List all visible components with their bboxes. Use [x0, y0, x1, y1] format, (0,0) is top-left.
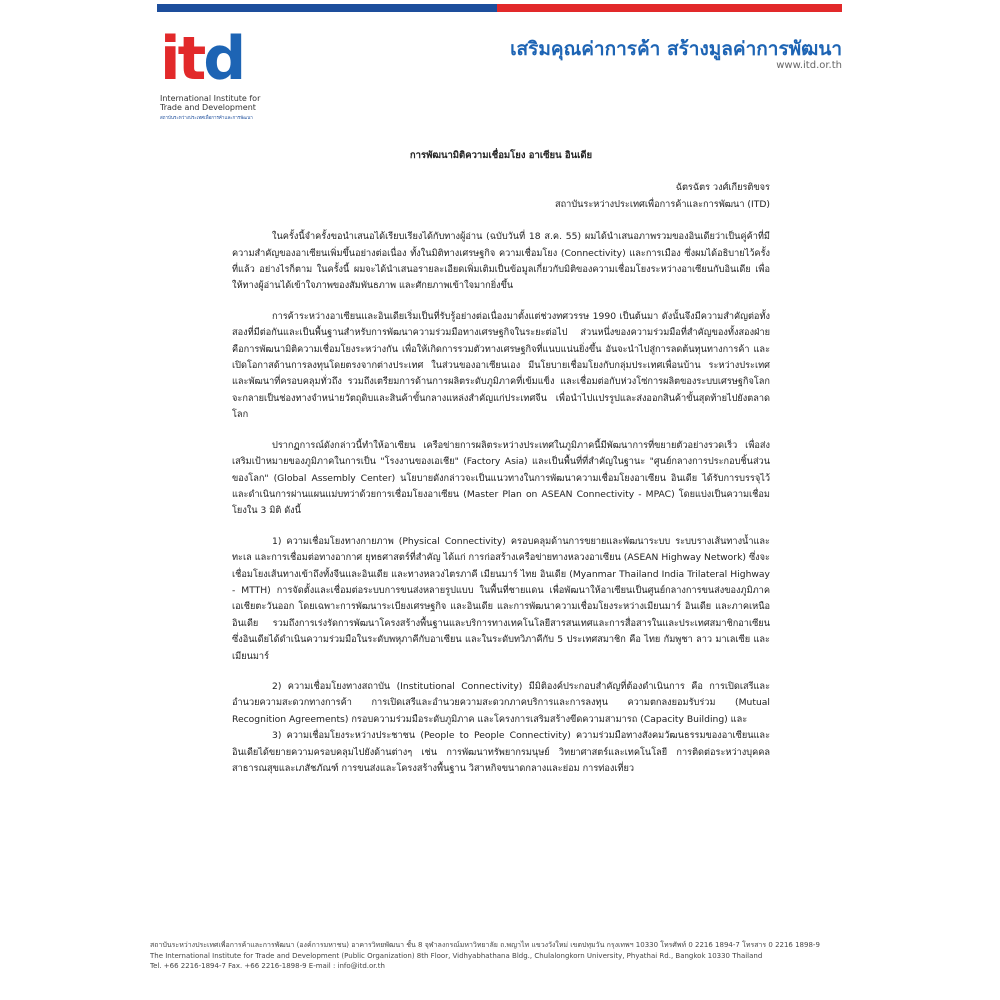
document-organization: สถาบันระหว่างประเทศเพื่อการค้าและการพัฒนา (ITD)	[554, 198, 770, 210]
logo-subtitle: International Institute for Trade and Development	[160, 94, 261, 112]
footer-address-english: The International Institute for Trade and Development (Public Organization) 8th Floor, Vidhyabhathana Bldg., Chulalongkorn University, Phyathai Rd., Bangkok 10330 Thailand	[150, 951, 763, 960]
paragraph: 1) ความเชื่อมโยงทางกายภาพ (Physical Connectivity) ครอบคลุมด้านการขยายและพัฒนาระบบ ระบบรางเส้นทางน้ำและทะเล และการเชื่อมต่อทางอากาศ ยุทธศาสตร์ที่สำคัญ ได้แก่ การก่อสร้างเครือข่ายทางหลวงอาเซียน (ASEAN Highway Network) ซึ่งจะเชื่อมโยงเส้นทางเข้าถึงทั้งจีนและอินเดีย และทางหลวงไตรภาคี เมียนมาร์ ไทย อินเดีย (Myanmar Thailand India Trilateral Highway - MTTH) การจัดตั้งและเชื่อมต่อระบบการขนส่งหลายรูปแบบ ในพื้นที่ชายแดน เพื่อพัฒนาให้อาเซียนเป็นศูนย์กลางการขนส่งของภูมิภาคเอเชียตะวันออก โดยเฉพาะการพัฒนาระเบียงเศรษฐกิจ และอินเดีย และการพัฒนาความเชื่อมโยงระหว่างเมียนมาร์ อินเดีย และภาคเหนือ อินเดีย รวมถึงการเร่งรัดการพัฒนาโครงสร้างพื้นฐานและบริการทางเทคโนโลยีสารสนเทศและการสื่อสารในและประเทศสมาชิกอาเซียน ซึ่งอินเดียได้ดำเนินความร่วมมือในระดับพหุภาคีกับอาเซียน และในระดับทวิภาคีกับ 5 ประเทศสมาชิก คือ ไทย กัมพูชา ลาว มาเลเซีย และเมียนมาร์	[232, 535, 770, 662]
paragraph: ในครั้งนี้จำครั้งขอนำเสนอได้เรียบเรียงได้กับทางผู้อ่าน (ฉบับวันที่ 18 ส.ค. 55) ผมได้นำเสนอภาพรวมของอินเดียว่าเป็นคู่ค้าที่มีความสำคัญของอาเซียนเพิ่มขึ้นอย่างต่อเนื่อง ทั้งในมิติทางเศรษฐกิจ ความเชื่อมโยง (Connectivity) และการเมือง ซึ่งผมได้อธิบายไว้ครั้งที่แล้ว อย่างไรก็ตาม ในครั้งนี้ ผมจะได้นำเสนอรายละเอียดเพิ่มเติมเป็นข้อมูลเกี่ยวกับมิติของความเชื่อมโยงระหว่างอาเซียนกับอินเดีย เพื่อให้ทางผู้อ่านได้เข้าใจภาพของสัมพันธภาพ และศักยภาพเข้าใจมากยิ่งขึ้น	[232, 231, 770, 292]
logo-tagline: สถาบันระหว่างประเทศเพื่อการค้าและการพัฒนา	[160, 116, 253, 121]
document-body	[232, 140, 770, 910]
header-website[interactable]: www.itd.or.th	[776, 60, 842, 71]
document-author: ฉัตรฉัตร วงศ์เกียรติขจร	[675, 182, 770, 194]
header-color-bar	[157, 4, 842, 12]
header-bar-blue	[157, 4, 497, 12]
paragraph: 2) ความเชื่อมโยงทางสถาบัน (Institutional Connectivity) มีมิติองค์ประกอบสำคัญที่ต้องดำเนินการ คือ การเปิดเสรีและอำนวยความสะดวกทางการค้า การเปิดเสรีและอำนวยความสะดวกภาคบริการและการลงทุน ความตกลงยอมรับร่วม (Mutual Recognition Agreements) กรอบความร่วมมือระดับภูมิภาค และโครงการเสริมสร้างขีดความสามารถ (Capacity Building) และ	[232, 680, 770, 725]
paragraph: ปรากฏการณ์ดังกล่าวนี้ทำให้อาเซียน เครือข่ายการผลิตระหว่างประเทศในภูมิภาคนี้มีพัฒนาการที่ขยายตัวอย่างรวดเร็ว เพื่อส่งเสริมเป้าหมายของภูมิภาคในการเป็น "โรงงานของเอเชีย" (Factory Asia) และเป็นพื้นที่ที่สำคัญในฐานะ "ศูนย์กลางการประกอบชิ้นส่วนของโลก" (Global Assembly Center) นโยบายดังกล่าวจะเป็นแนวทางในการพัฒนาความเชื่อมโยงอาเซียน อินเดีย ได้รับการบรรจุไว้และดำเนินการผ่านแผนแม่บทว่าด้วยการเชื่อมโยงอาเซียน (Master Plan on ASEAN Connectivity - MPAC) โดยแบ่งเป็นความเชื่อมโยงใน 3 มิติ ดังนี้	[232, 439, 770, 517]
page-footer	[150, 940, 850, 972]
logo-letter-i: i	[160, 24, 178, 94]
footer-contact: Tel. +66 2216-1894-7 Fax. +66 2216-1898-9 E-mail : info@itd.or.th	[150, 962, 385, 970]
logo-letter-d: d	[203, 24, 244, 94]
header-bar-red	[497, 4, 842, 12]
itd-logo	[160, 24, 280, 121]
footer-address-thai: สถาบันระหว่างประเทศเพื่อการค้าและการพัฒนา (องค์การมหาชน) อาคารวิทยพัฒนา ชั้น 8 จุฬาลงกรณ์มหาวิทยาลัย ถ.พญาไท แขวงวังใหม่ เขตปทุมวัน กรุงเทพฯ 10330 โทรศัพท์ 0 2216 1894-7 โทรสาร 0 2216 1898-9	[150, 941, 820, 949]
logo-letter-t: t	[177, 24, 204, 94]
paragraph: 3) ความเชื่อมโยงระหว่างประชาชน (People to People Connectivity) ความร่วมมือทางสังคมวัฒนธรรมของอาเซียนและอินเดียได้ขยายความครอบคลุมไปยังด้านต่างๆ เช่น การพัฒนาทรัพยากรมนุษย์ วิทยาศาสตร์และเทคโนโลยี การติดต่อระหว่างบุคคล สาธารณสุขและเภสัชภัณฑ์ การขนส่งและโครงสร้างพื้นฐาน วิสาหกิจขนาดกลางและย่อม การท่องเที่ยว	[232, 730, 770, 774]
logo-letters	[160, 24, 244, 94]
header-slogan: เสริมคุณค่าการค้า สร้างมูลค่าการพัฒนา	[510, 38, 842, 60]
document-title: การพัฒนามิติความเชื่อมโยง อาเซียน อินเดีย	[409, 150, 593, 161]
paragraph: การค้าระหว่างอาเซียนและอินเดียเริ่มเป็นที่รับรู้อย่างต่อเนื่องมาตั้งแต่ช่วงทศวรรษ 1990 เป็นต้นมา ดังนั้นจึงมีความสำคัญต่อทั้งสองที่มีต่อกันและเป็นพื้นฐานสำหรับการพัฒนาความร่วมมือทางเศรษฐกิจในระยะต่อไป ส่วนหนึ่งของความร่วมมือที่สำคัญของทั้งสองฝ่ายคือการพัฒนามิติความเชื่อมโยงระหว่างกัน เพื่อให้เกิดการรวมตัวทางเศรษฐกิจที่แนบแน่นยิ่งขึ้น อันจะนำไปสู่การลดต้นทุนทางการค้า และเปิดโอกาสด้านการลงทุนโดยตรงจากต่างประเทศ ในส่วนของอาเซียนเอง มีนโยบายเชื่อมโยงกับกลุ่มประเทศเพื่อนบ้าน ระหว่างประเทศและพัฒนาที่ครอบคลุมทั่วถึง รวมถึงเตรียมการด้านการผลิตระดับภูมิภาคที่เข้มแข็ง และเชื่อมต่อกับห่วงโซ่การผลิตของระบบเศรษฐกิจโลก จะกลายเป็นช่องทางจำหน่ายวัตถุดิบและสินค้าขั้นกลางแหล่งสำคัญแก่ประเทศจีน เพื่อนำไปแปรรูปและส่งออกสินค้าขั้นสุดท้ายไปยังตลาดโลก	[232, 310, 770, 421]
